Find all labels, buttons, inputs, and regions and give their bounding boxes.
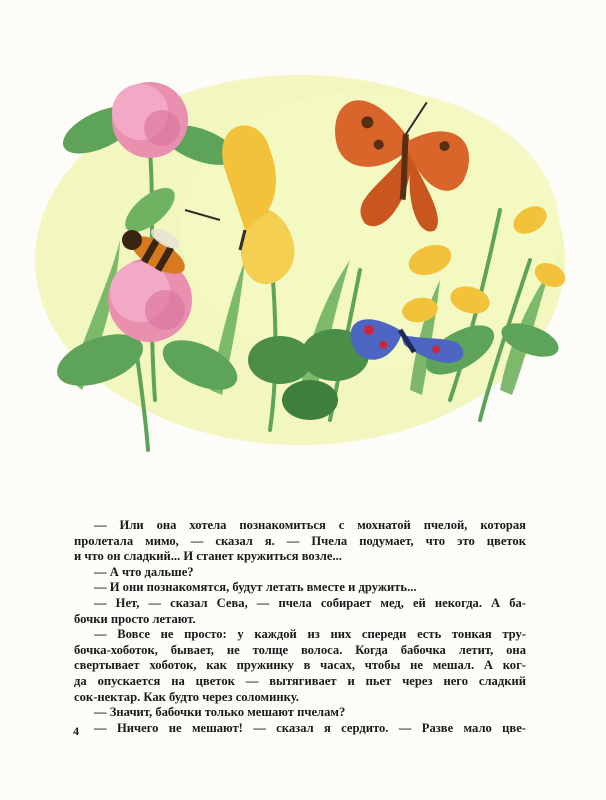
text-line: — Нет, — сказал Сева, — пчела собирает мед, ей некогда. А ба-: [94, 595, 526, 610]
text-line: сок-нектар. Как будто через соломинку.: [74, 689, 299, 704]
text-line: бочка-хоботок, бывает, не толще волоса. Когда бабочка летит, она: [74, 642, 526, 657]
text-line: — Ничего не мешают! — сказал я сердито. — Разве мало цве-: [94, 720, 526, 735]
text-line: — А что дальше?: [94, 564, 194, 579]
illustration-flowers-butterflies: [30, 60, 570, 460]
text-line: да опускается на цветок — вытягивает и пьет через него сладкий: [74, 673, 526, 688]
page-number: 4: [73, 724, 79, 738]
text-line: и что он сладкий... И станет кружиться возле...: [74, 549, 342, 564]
text-line: пролетала мимо, — сказал я. — Пчела подумает, что это цветок: [74, 533, 526, 548]
text-line: — Или она хотела познакомиться с мохнатой пчелой, которая: [94, 518, 526, 532]
text-line: свертывает хоботок, как пружинку в часах, чтобы не мешал. А ког-: [74, 658, 526, 673]
text-line: — И они познакомятся, будут летать вместе и дружить...: [94, 580, 417, 595]
text-line: бочки просто летают.: [74, 611, 196, 626]
text-line: — Вовсе не просто: у каждой из них спереди есть тонкая тру-: [94, 627, 526, 642]
text-line: — Значит, бабочки только мешают пчелам?: [94, 705, 346, 720]
body-text: [74, 518, 526, 736]
clover-flower-top: [112, 82, 188, 158]
